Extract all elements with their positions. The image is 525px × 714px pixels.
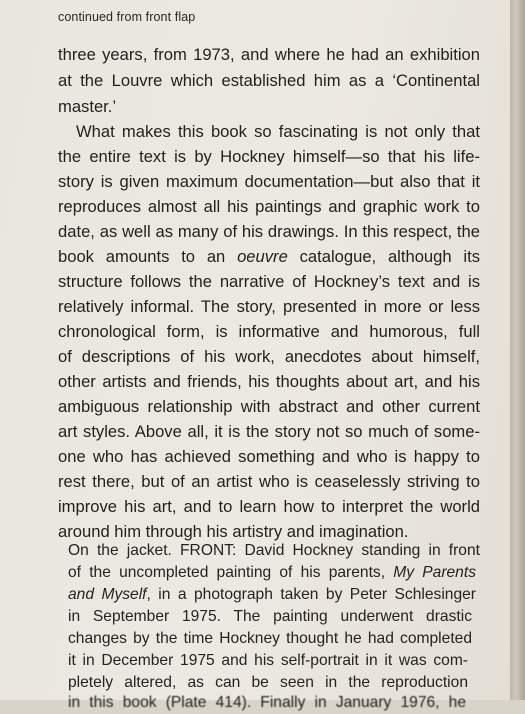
italic-title: My Parents: [393, 564, 476, 581]
text-line: at the Louvre which established him as a ‘Continental: [58, 71, 480, 90]
text-line: [58, 246, 480, 268]
jacket-line: in September 1975. The painting underwent drastic: [68, 608, 472, 625]
text-line: of descriptions of his work, anecdotes about himself,: [58, 347, 480, 366]
jacket-line: On the jacket. FRONT: David Hockney standing in front: [68, 542, 480, 559]
text-line: structure follows the narrative of Hockney’s text and is: [58, 272, 480, 291]
text-line: one who has achieved something and who is happy to: [58, 447, 480, 466]
text-line: chronological form, is informative and humorous, full: [58, 322, 480, 341]
text-line: around him through his artistry and imagination.: [58, 522, 409, 541]
text-line: relatively informal. The story, presented in more or less: [58, 297, 480, 316]
text-line: rest there, but of an artist who is ceaselessly striving to: [58, 472, 480, 491]
text-line: art styles. Above all, it is the story not so much of some-: [58, 422, 480, 441]
text-line: the entire text is by Hockney himself—so that his life-: [58, 147, 480, 166]
jacket-line: in this book (Plate 414). Finally in January 1976, he: [68, 694, 466, 711]
text-fragment: book amounts to an: [58, 247, 238, 266]
text-line: ambiguous relationship with abstract and other current: [58, 397, 480, 416]
jacket-line: pletely altered, as can be seen in the reproduction: [68, 674, 468, 691]
text-line: reproduces almost all his paintings and graphic work to: [58, 197, 480, 216]
jacket-line: it in December 1975 and his self-portrait in it was com-: [68, 652, 468, 669]
text-line: improve his art, and to learn how to interpret the world: [58, 497, 480, 516]
running-head: continued from front flap: [58, 10, 196, 24]
text-fragment: catalogue, although its: [287, 247, 480, 266]
italic-term: oeuvre: [237, 247, 288, 266]
text-line: other artists and friends, his thoughts about art, and his: [58, 372, 480, 391]
text-line: story is given maximum documentation—but also that it: [58, 172, 480, 191]
text-line: What makes this book so fascinating is not only that: [76, 122, 480, 141]
jacket-line: changes by the time Hockney thought he had completed: [68, 630, 472, 647]
text-line: three years, from 1973, and where he had an exhibition: [58, 45, 480, 64]
jacket-line: [68, 584, 476, 606]
text-line: master.’: [58, 97, 117, 116]
text-fragment: of the uncompleted painting of his parents,: [68, 564, 394, 581]
book-page-edge: [510, 0, 525, 700]
jacket-line: [68, 562, 476, 584]
text-line: date, as well as many of his drawings. In this respect, the: [58, 222, 480, 241]
italic-title: and Myself: [68, 586, 147, 603]
text-fragment: , in a photograph taken by Peter Schlesinger: [146, 586, 476, 603]
